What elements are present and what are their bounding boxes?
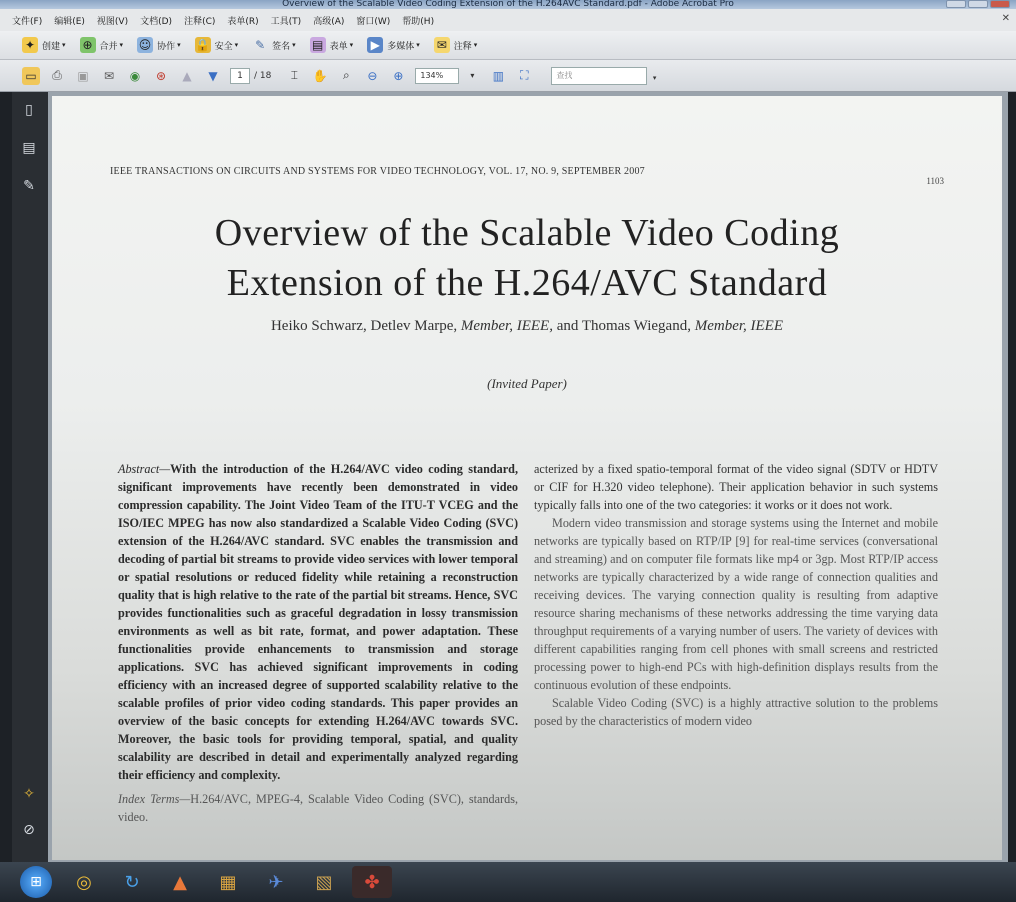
chevron-down-icon[interactable]: ▾ (470, 71, 475, 80)
security-button[interactable]: 🔒 安全 ▾ (195, 38, 239, 52)
sign-button[interactable]: ✎ 签名 ▾ (252, 37, 296, 53)
navigation-pane (12, 92, 48, 862)
zoom-tool-icon[interactable]: ⌕ (342, 68, 350, 82)
matlab-icon[interactable]: ▲ (173, 871, 187, 893)
authors: Heiko Schwarz, Detlev Marpe, Member, IEEE, and Thomas Wiegand, Member, IEEE (270, 318, 784, 334)
navigation-toolbar (0, 60, 1016, 92)
window-controls (946, 0, 1010, 9)
running-head: IEEE TRANSACTIONS ON CIRCUITS AND SYSTEMS FOR VIDEO TECHNOLOGY, VOL. 17, NO. 9, SEPTEMBER 2007 (110, 166, 645, 177)
sync-icon[interactable]: ↻ (124, 871, 140, 893)
page-count: / 18 (254, 70, 272, 81)
select-tool-icon[interactable]: ⌶ (290, 68, 298, 82)
chevron-down-icon: ▾ (234, 41, 239, 49)
previous-page-icon[interactable]: ▲ (182, 68, 192, 83)
archive-icon[interactable]: ▧ (315, 871, 333, 893)
chevron-down-icon: ▾ (416, 41, 420, 49)
hand-tool-icon[interactable]: ✋ (312, 68, 328, 83)
menu-window[interactable]: 窗口(W) (356, 16, 391, 27)
menu-advanced[interactable]: 高级(A) (313, 16, 345, 27)
menu-edit[interactable]: 编辑(E) (54, 16, 85, 27)
collaborate-share-icon[interactable]: ◉ (129, 68, 141, 83)
taskbar (0, 862, 1016, 902)
multimedia-button[interactable]: ▶ 多媒体 ▾ (367, 37, 420, 53)
pages-icon[interactable]: ▯ (25, 102, 33, 118)
paper-title (52, 208, 1002, 308)
menu-forms[interactable]: 表单(R) (227, 16, 259, 27)
open-folder-icon[interactable]: ▭ (22, 67, 40, 85)
intro-paragraph-3: Scalable Video Coding (SVC) is a highly attractive solution to the problems posed by the characteristics of modern video (534, 696, 938, 728)
pdf-page[interactable] (52, 96, 1002, 860)
window-title-bar (0, 0, 1016, 9)
comment-icon: ✉ (434, 37, 450, 53)
signatures-icon[interactable]: ✎ (23, 178, 35, 194)
create-icon: ✦ (22, 37, 38, 53)
zoom-in-icon[interactable]: ⊕ (393, 68, 404, 83)
abstract-text: With the introduction of the H.264/AVC video coding standard, significant improvements have recently been demonstrated in video compression capability. The Joint Video Team of the ITU-T VCEG and the ISO/IEC MPEG has now also standardized a Scalable Video Coding (SVC) extension of the H.264/AVC standard. SVC enables the transmission and decoding of partial bit streams to provide video services with lower temporal or spatial resolutions or reduced fidelity while retaining a reconstruction quality that is high relative to the rate of the partial bit streams. Hence, SVC provides functionalities such as graceful degradation in lossy transmission environments as well as bit rate, format, and power adaptation. These functionalities provide enhancements to transmission and storage applications. SVC has achieved significant improvements in coding efficiency with an increased degree of supported scalability relative to the scalable profiles of prior video coding standards. This paper provides an overview of the basic concepts for extending H.264/AVC towards SVC. Moreover, the basic tools for providing temporal, spatial, and quality scalability are described in detail and experimentally analyzed regarding their efficiency and complexity. (118, 462, 518, 782)
intro-paragraph-1: acterized by a fixed spatio-temporal format of the video signal (SDTV or HDTV or CIF for H.320 video telephone). Their application behavior in such systems typically falls into one of the two categories: it works or it does not work. (534, 462, 938, 512)
fit-page-icon[interactable]: ▥ (492, 68, 505, 83)
collaborate-button[interactable]: ☺ 协作 ▾ (138, 38, 181, 52)
title-line-1: Overview of the Scalable Video Coding (214, 212, 840, 254)
email-icon[interactable]: ✉ (103, 68, 115, 83)
chrome-icon[interactable]: ◎ (76, 871, 92, 893)
multimedia-icon: ▶ (367, 37, 383, 53)
next-page-icon[interactable]: ▼ (208, 68, 218, 83)
invited-paper-label: (Invited Paper) (487, 376, 567, 391)
page-number-input[interactable]: 1 (230, 68, 250, 84)
find-input[interactable]: 查找 ▾ (551, 67, 647, 85)
abstract-column (118, 460, 518, 826)
title-line-2: Extension of the H.264/AVC Standard (226, 262, 828, 304)
abstract-label: Abstract— (118, 462, 171, 476)
menu-comments[interactable]: 注释(C) (184, 16, 216, 27)
fit-width-icon[interactable]: ⛶ (520, 68, 529, 82)
chevron-down-icon: ▾ (177, 41, 181, 49)
menu-bar (0, 9, 1016, 31)
chevron-down-icon: ▾ (349, 41, 354, 49)
close-document-icon[interactable]: ✕ (1001, 13, 1010, 24)
menu-file[interactable]: 文件(F) (12, 16, 43, 27)
combine-button[interactable]: ⊕ 合并 ▾ (80, 37, 124, 53)
print-icon[interactable]: ⎙ (52, 68, 62, 82)
chevron-down-icon: ▾ (119, 41, 124, 49)
zoom-level-input[interactable]: 134% (415, 68, 459, 84)
create-button[interactable]: ✦ 创建 ▾ (22, 37, 66, 53)
zoom-out-icon[interactable]: ⊖ (367, 68, 378, 83)
intro-paragraph-2: Modern video transmission and storage systems using the Internet and mobile networks are typically based on RTP/IP [9] for real-time services (conversational and streaming) and on computer file formats like mp4 or 3gp. Most RTP/IP access networks are typically characterized by a wide range of connection qualities and receiving devices. The varying connection quality is resulting from adaptive resource sharing mechanisms of these networks addressing the time varying data throughput requirements of a varying number of users. The variety of devices with different capabilities ranging from cell phones with small screens and restricted processing power to high-end PCs with high-definition displays results from the continuous evolution of these endpoints. (534, 516, 938, 692)
menu-view[interactable]: 视图(V) (96, 16, 129, 27)
intro-column (534, 460, 938, 730)
chevron-down-icon[interactable]: ▾ (652, 73, 657, 82)
paperclip-icon[interactable]: ⊘ (23, 822, 35, 838)
bookmarks-icon[interactable]: ▤ (22, 140, 36, 156)
secure-icon[interactable]: ⊛ (155, 68, 167, 83)
acrobat-icon[interactable]: ✤ (352, 866, 392, 898)
pen-icon: ✎ (255, 38, 266, 52)
start-button[interactable]: ⊞ (20, 866, 52, 898)
index-terms: Index Terms—H.264/AVC, MPEG-4, Scalable Video Coding (SVC), standards, video. (118, 792, 518, 824)
chevron-down-icon: ▾ (473, 41, 478, 49)
combine-icon: ⊕ (80, 37, 96, 53)
window-title: Overview of the Scalable Video Coding Extension of the H.264AVC Standard.pdf - Adobe Acrobat Pro (282, 0, 734, 9)
folder-icon[interactable]: ▦ (219, 871, 237, 893)
page-number-label: 1103 (926, 176, 944, 186)
app-icon[interactable]: ✈ (268, 871, 284, 893)
form-icon: ▤ (310, 37, 326, 53)
task-toolbar (0, 31, 1016, 60)
menu-help[interactable]: 帮助(H) (402, 16, 435, 27)
chevron-down-icon: ▾ (62, 41, 66, 49)
chevron-down-icon: ▾ (292, 41, 296, 49)
maximize-button[interactable] (968, 0, 988, 8)
save-icon[interactable]: ▣ (77, 68, 89, 83)
lock-icon: 🔒 (195, 38, 211, 52)
collaborate-icon: ☺ (138, 38, 152, 52)
menu-tools[interactable]: 工具(T) (270, 16, 302, 27)
comment-button[interactable]: ✉ 注释 ▾ (434, 37, 478, 53)
minimize-button[interactable] (946, 0, 966, 8)
menu-document[interactable]: 文档(D) (140, 16, 173, 27)
forms-button[interactable]: ▤ 表单 ▾ (310, 37, 354, 53)
close-button[interactable] (990, 0, 1010, 8)
attachments-icon[interactable]: ✧ (23, 786, 35, 802)
